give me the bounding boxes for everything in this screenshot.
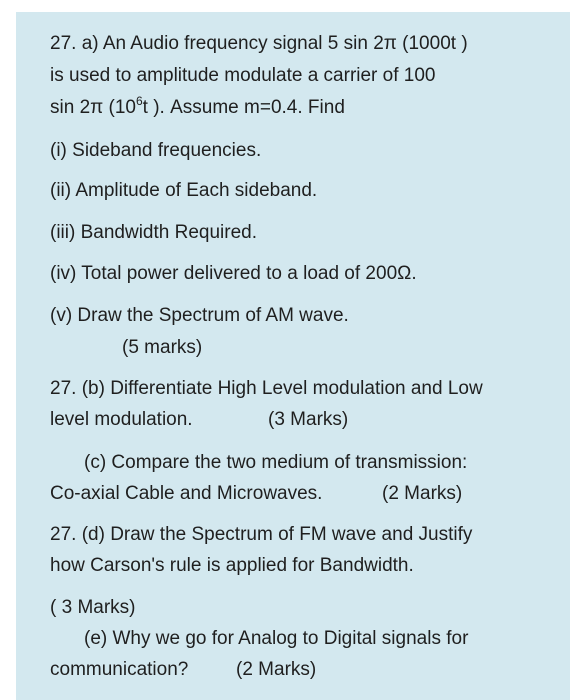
- q27e-line-1: (e) Why we go for Analog to Digital signals for: [84, 628, 469, 649]
- q27d-line-1: 27. (d) Draw the Spectrum of FM wave and Justify: [50, 524, 473, 545]
- q27e-marks: (2 Marks): [236, 659, 317, 680]
- q27a-line-3: [50, 96, 345, 121]
- q27b-marks: (3 Marks): [268, 409, 349, 430]
- q27e-line-2: communication?: [50, 659, 189, 680]
- q27a-part-ii: (ii) Amplitude of Each sideband.: [50, 180, 318, 201]
- q27a-line-2: is used to amplitude modulate a carrier of 100: [50, 65, 436, 86]
- q27d-marks: ( 3 Marks): [50, 597, 136, 618]
- q27b-line-1: 27. (b) Differentiate High Level modulation and Low: [50, 378, 483, 399]
- q27c-line-2: Co-axial Cable and Microwaves.: [50, 483, 323, 504]
- q27a-marks: (5 marks): [122, 337, 203, 358]
- q27c-line-1: (c) Compare the two medium of transmission:: [84, 452, 468, 473]
- q27a-part-i: (i) Sideband frequencies.: [50, 140, 262, 161]
- q27a-line-3-post: t ). Assume m=0.4. Find: [142, 97, 345, 118]
- q27a-part-iv: (iv) Total power delivered to a load of 200Ω.: [50, 263, 417, 284]
- q27c-marks: (2 Marks): [382, 483, 463, 504]
- q27b-line-2: level modulation.: [50, 409, 193, 430]
- q27a-line-3-pre: sin 2π (10: [50, 97, 136, 118]
- q27a-exponent: 6: [135, 94, 143, 108]
- q27a-part-iii: (iii) Bandwidth Required.: [50, 222, 257, 243]
- q27a-part-v: (v) Draw the Spectrum of AM wave.: [50, 305, 349, 326]
- q27d-line-2: how Carson's rule is applied for Bandwidth.: [50, 555, 414, 576]
- q27a-line-1: 27. a) An Audio frequency signal 5 sin 2π (1000t ): [50, 33, 468, 54]
